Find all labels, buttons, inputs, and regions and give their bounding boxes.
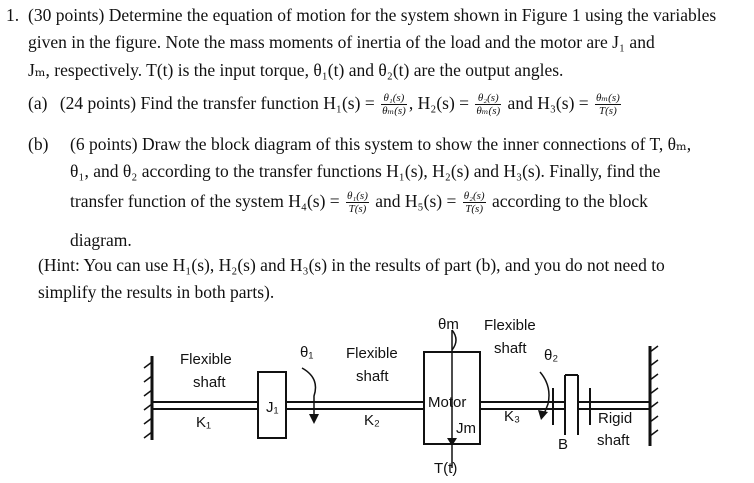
fig-label-flexible-shaft-2b: shaft (356, 368, 389, 385)
h2-text: , H₂(s) = (408, 93, 470, 113)
damper-b (565, 375, 578, 435)
rigid-shaft (578, 402, 650, 409)
fig-label-theta1: θ₁ (300, 344, 314, 361)
theta1-arrow (302, 368, 316, 418)
fig-label-theta-m: θm (438, 316, 459, 333)
fig-label-jm: Jm (456, 420, 476, 437)
problem-line-3: Jₘ, respectively. T(t) is the input torque, θ₁(t) and θ₂(t) are the output angles. (28, 60, 564, 80)
part-b-line-4: diagram. (70, 230, 132, 250)
problem-line-1: (30 points) Determine the equation of motion for the system shown in Figure 1 using the variables (28, 5, 717, 25)
h4-fraction: $\frac{\text{θ₁(s)}}{T(s)}$ (347, 190, 368, 216)
fig-label-motor: Motor (428, 394, 467, 411)
hint-line-1: (Hint: You can use H₁(s), H₂(s) and H₃(s) in the results of part (b), and you do not need to (38, 255, 665, 275)
part-a-label: (a) (28, 93, 48, 113)
theta2-arrowhead (538, 410, 548, 420)
fig-label-flexible-shaft-1: Flexible (180, 351, 232, 368)
h1-fraction: $\frac{\text{θ₁(s)}}{\text{θₘ(s)}}$ (382, 92, 406, 118)
part-b-label: (b) (28, 134, 49, 154)
fig-label-flexible-shaft-3: Flexible (484, 317, 536, 334)
hint-line-2: simplify the results in both parts). (38, 282, 275, 302)
fig-label-j1: J₁ (266, 399, 279, 416)
part-a-text: (24 points) Find the transfer function H₁(s) = (59, 93, 375, 113)
fig-label-flexible-shaft-1b: shaft (193, 374, 226, 391)
part-b-line-1: (6 points) Draw the block diagram of this system to show the inner connections of T, θₘ, (70, 134, 692, 154)
h2-fraction: $\frac{\text{θ₂(s)}}{\text{θₘ(s)}}$ (476, 92, 501, 118)
h3-fraction: $\frac{\text{θₘ(s)}}{T(s)}$ (596, 92, 620, 118)
fig-label-b: B (558, 436, 569, 453)
fig-label-torque: T(t) (434, 460, 458, 477)
shaft-k2 (286, 402, 424, 409)
shaft-k1 (153, 402, 258, 409)
part-b-line-3: transfer function of the system H₄(s) = $\frac{\text{θ₁(s)}}{T(s)}$ and H₅(s) = $\frac{\text{θ₂(s)}}{T(s)}$ according to the block (70, 190, 648, 216)
problem-number: 1. (6, 5, 20, 25)
part-b-line-2: θ₁, and θ₂ according to the transfer functions H₁(s), H₂(s) and H₃(s). Finally, find the (70, 161, 661, 181)
fig-label-flexible-shaft-2: Flexible (346, 345, 398, 362)
fig-label-rigid-shaft: Rigid (598, 410, 633, 427)
fig-label-k1: K₁ (196, 414, 212, 431)
theta2-arrow (540, 372, 549, 414)
fig-label-rigid-shaft-b: shaft (597, 432, 630, 449)
fig-label-flexible-shaft-3b: shaft (494, 340, 527, 357)
problem-line-2: given in the figure. Note the mass moments of inertia of the load and the motor are J₁ and (28, 32, 655, 52)
theta1-arrowhead (309, 414, 319, 424)
h5-fraction: $\frac{\text{θ₂(s)}}{T(s)}$ (463, 190, 485, 216)
fig-label-theta2: θ₂ (544, 347, 559, 364)
damper-b-pads (553, 388, 590, 425)
fig-label-k3: K₃ (504, 408, 521, 425)
fig-label-k2: K₂ (364, 412, 380, 429)
h3-text: and H₃(s) = (507, 93, 589, 113)
